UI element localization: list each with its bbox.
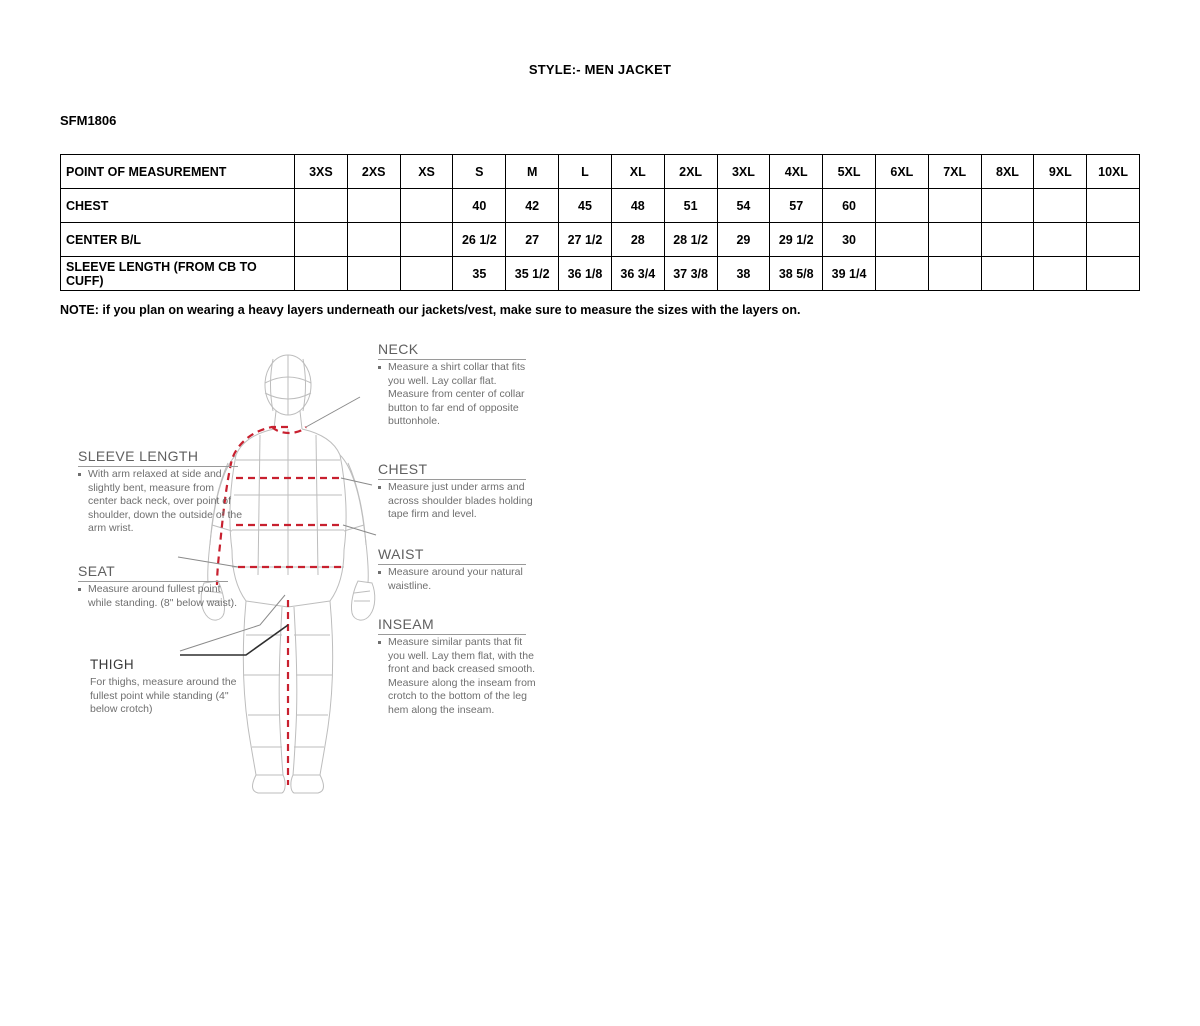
table-row <box>61 223 1140 257</box>
column-header-10xl: 10XL <box>1087 155 1140 189</box>
column-header-3xl: 3XL <box>717 155 770 189</box>
cell-centerbl-xs <box>400 223 453 257</box>
callout-seat-rule <box>78 581 228 582</box>
callout-waist-body: Measure around your natural waistline. <box>378 566 538 593</box>
callout-chest-title: CHEST <box>378 461 428 477</box>
cell-sleeve-10xl <box>1087 257 1140 291</box>
cell-centerbl-xl: 28 <box>611 223 664 257</box>
cell-chest-9xl <box>1034 189 1087 223</box>
column-header-s: S <box>453 155 506 189</box>
callout-neck <box>378 341 538 429</box>
cell-chest-7xl <box>928 189 981 223</box>
cell-chest-3xs <box>295 189 348 223</box>
cell-sleeve-2xs <box>347 257 400 291</box>
table-header-row <box>61 155 1140 189</box>
cell-sleeve-xs <box>400 257 453 291</box>
cell-chest-m: 42 <box>506 189 559 223</box>
column-header-9xl: 9XL <box>1034 155 1087 189</box>
cell-sleeve-3xl: 38 <box>717 257 770 291</box>
cell-chest-l: 45 <box>559 189 612 223</box>
callout-neck-title: NECK <box>378 341 419 357</box>
callout-seat <box>78 563 238 610</box>
callout-thigh-title: THIGH <box>90 657 134 672</box>
callout-waist-rule <box>378 564 526 565</box>
row-label-chest: CHEST <box>61 189 295 223</box>
callout-sleeve-length-body: With arm relaxed at side and slightly bent, measure from center back neck, over point of shoulder, down the outside of the arm wrist. <box>78 468 243 536</box>
cell-chest-xs <box>400 189 453 223</box>
cell-sleeve-7xl <box>928 257 981 291</box>
cell-sleeve-6xl <box>875 257 928 291</box>
column-header-7xl: 7XL <box>928 155 981 189</box>
callout-sleeve-length-title: SLEEVE LENGTH <box>78 448 199 464</box>
size-chart-table <box>60 154 1140 291</box>
cell-centerbl-m: 27 <box>506 223 559 257</box>
cell-centerbl-10xl <box>1087 223 1140 257</box>
row-label-center-bl: CENTER B/L <box>61 223 295 257</box>
cell-centerbl-s: 26 1/2 <box>453 223 506 257</box>
column-header-6xl: 6XL <box>875 155 928 189</box>
callout-inseam-body: Measure similar pants that fit you well. Lay them flat, with the front and back creased smooth. Measure along the inseam from crotch to the bottom of the leg hem along the inseam. <box>378 636 538 717</box>
cell-centerbl-4xl: 29 1/2 <box>770 223 823 257</box>
cell-centerbl-3xs <box>295 223 348 257</box>
cell-centerbl-2xs <box>347 223 400 257</box>
cell-sleeve-2xl: 37 3/8 <box>664 257 717 291</box>
callout-chest-rule <box>378 479 526 480</box>
cell-centerbl-2xl: 28 1/2 <box>664 223 717 257</box>
cell-centerbl-3xl: 29 <box>717 223 770 257</box>
table-row <box>61 257 1140 291</box>
cell-sleeve-s: 35 <box>453 257 506 291</box>
callout-neck-body: Measure a shirt collar that fits you well. Lay collar flat. Measure from center of collar button to far end of opposite buttonhole. <box>378 361 538 429</box>
cell-centerbl-l: 27 1/2 <box>559 223 612 257</box>
callout-inseam-rule <box>378 634 526 635</box>
cell-chest-8xl <box>981 189 1034 223</box>
thigh-leader-line <box>180 625 288 655</box>
callout-seat-body: Measure around fullest point while standing. (8" below waist). <box>78 583 238 610</box>
cell-centerbl-8xl <box>981 223 1034 257</box>
callout-sleeve-length <box>78 448 243 536</box>
cell-chest-2xl: 51 <box>664 189 717 223</box>
measurement-note: NOTE: if you plan on wearing a heavy layers underneath our jackets/vest, make sure to measure the sizes with the layers on. <box>60 303 801 317</box>
callout-waist <box>378 546 538 593</box>
row-label-sleeve-length: SLEEVE LENGTH (FROM CB TO CUFF) <box>61 257 295 291</box>
column-header-l: L <box>559 155 612 189</box>
column-header-3xs: 3XS <box>295 155 348 189</box>
cell-centerbl-7xl <box>928 223 981 257</box>
cell-chest-6xl <box>875 189 928 223</box>
callout-neck-rule <box>378 359 526 360</box>
cell-centerbl-5xl: 30 <box>823 223 876 257</box>
column-header-2xl: 2XL <box>664 155 717 189</box>
column-header-xl: XL <box>611 155 664 189</box>
cell-sleeve-9xl <box>1034 257 1087 291</box>
cell-chest-5xl: 60 <box>823 189 876 223</box>
column-header-point-of-measurement: POINT OF MEASUREMENT <box>61 155 295 189</box>
callout-inseam-title: INSEAM <box>378 616 435 632</box>
column-header-m: M <box>506 155 559 189</box>
callout-thigh <box>90 657 255 717</box>
cell-sleeve-xl: 36 3/4 <box>611 257 664 291</box>
cell-chest-3xl: 54 <box>717 189 770 223</box>
column-header-2xs: 2XS <box>347 155 400 189</box>
cell-chest-xl: 48 <box>611 189 664 223</box>
cell-chest-4xl: 57 <box>770 189 823 223</box>
callout-chest <box>378 461 538 522</box>
cell-sleeve-4xl: 38 5/8 <box>770 257 823 291</box>
cell-chest-s: 40 <box>453 189 506 223</box>
column-header-xs: XS <box>400 155 453 189</box>
cell-sleeve-3xs <box>295 257 348 291</box>
cell-sleeve-5xl: 39 1/4 <box>823 257 876 291</box>
callout-waist-title: WAIST <box>378 546 424 562</box>
column-header-5xl: 5XL <box>823 155 876 189</box>
cell-chest-10xl <box>1087 189 1140 223</box>
column-header-8xl: 8XL <box>981 155 1034 189</box>
style-code: SFM1806 <box>60 113 117 128</box>
callout-inseam <box>378 616 538 717</box>
measurement-guide-figure <box>60 335 660 805</box>
cell-centerbl-9xl <box>1034 223 1087 257</box>
cell-sleeve-m: 35 1/2 <box>506 257 559 291</box>
page-title: STYLE:- MEN JACKET <box>528 62 672 77</box>
callout-thigh-body: For thighs, measure around the fullest point while standing (4" below crotch) <box>90 676 237 715</box>
table-row <box>61 189 1140 223</box>
cell-sleeve-8xl <box>981 257 1034 291</box>
callout-sleeve-rule <box>78 466 238 467</box>
cell-sleeve-l: 36 1/8 <box>559 257 612 291</box>
callout-chest-body: Measure just under arms and across shoulder blades holding tape firm and level. <box>378 481 538 522</box>
cell-chest-2xs <box>347 189 400 223</box>
column-header-4xl: 4XL <box>770 155 823 189</box>
callout-seat-title: SEAT <box>78 563 116 579</box>
cell-centerbl-6xl <box>875 223 928 257</box>
